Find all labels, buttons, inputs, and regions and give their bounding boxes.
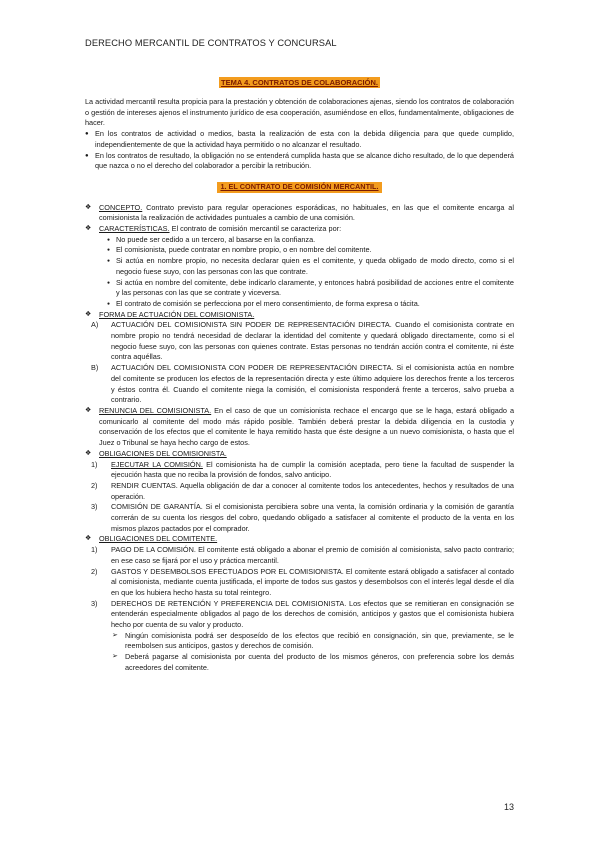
diamond-bullet-icon: ❖: [85, 535, 92, 543]
forma-subitem-text: [111, 320, 514, 363]
obligacion-body: El comisionista ha de cumplir la comisión aceptada, pero tiene la facultad de suspender la ejecución hasta que no reciba la provisión de fondos, salvo anticipo.: [111, 459, 514, 480]
obligacion-body: El comitente está obligado a abonar el premio de comisión al comisionista, salvo pacto contrario; en ese caso se fijará por el uso y práctica mercantil.: [111, 545, 515, 565]
caracteristica-text: No puede ser cedido a un tercero, al basarse en la confianza.: [116, 234, 316, 244]
diamond-bullet-icon: ❖: [85, 406, 92, 414]
obligacion-subitem: [85, 545, 514, 566]
arrow-bullet-icon: ➢: [112, 631, 118, 639]
caracteristica-bullet: [85, 235, 514, 246]
caracteristica-bullet: [85, 256, 514, 277]
title-block: [0, 72, 599, 90]
obligaciones-comisionista-label: OBLIGACIONES DEL COMISIONISTA.: [99, 448, 227, 458]
obligacion-text: [111, 599, 514, 631]
bullet-icon: ●: [107, 300, 111, 307]
caracteristica-text: El contrato de comisión se perfecciona por el mero consentimiento, de forma expresa o tácita.: [116, 298, 420, 308]
concepto-label: CONCEPTO.: [99, 202, 143, 212]
item-number: 3): [91, 502, 98, 512]
caracteristicas-label: CARACTERÍSTICAS.: [99, 224, 170, 234]
obligacion-label: COMISIÓN DE GARANTÍA.: [111, 502, 203, 512]
obligacion-text: [111, 502, 514, 534]
page-number: 13: [503, 802, 514, 812]
item-number: 1): [91, 545, 98, 555]
section-heading: 1. EL CONTRATO DE COMISIÓN MERCANTIL.: [217, 182, 381, 193]
document-body: [85, 97, 514, 674]
obligacion-body: Aquella obligación de dar a conocer al comitente todos los antecedentes, hechos y resultados de una operación.: [111, 480, 514, 501]
obligacion-subitem: [85, 502, 514, 534]
chapter-title: TEMA 4. CONTRATOS DE COLABORACIÓN.: [221, 78, 378, 87]
item-number: 1): [91, 459, 98, 469]
bullet-icon: ●: [107, 258, 111, 265]
obligaciones-comitente-label: OBLIGACIONES DEL COMITENTE.: [99, 534, 218, 544]
obligaciones-comitente-item: [85, 534, 514, 545]
obligacion-text: [111, 481, 514, 502]
item-number: 2): [91, 480, 98, 490]
item-number: 3): [91, 598, 98, 608]
bullet-icon: ●: [107, 247, 111, 254]
obligacion-subitem: [85, 481, 514, 502]
forma-subitem-body: Cuando el comisionista contrate en nombre propio no tendrá necesidad de declarar la identidad del comitente y quedará obligado directamente, como si el negocio fuese suyo, con las personas con quienes contrate. Estas personas no tendrán acción contra el comitente, ni éste contra aquéllas.: [111, 320, 514, 362]
obligacion-text: [111, 460, 514, 481]
forma-subitem-label: ACTUACIÓN DEL COMISIONISTA SIN PODER DE REPRESENTACIÓN DIRECTA.: [111, 320, 392, 330]
obligacion-label: DERECHOS DE RETENCIÓN Y PREFERENCIA DEL COMISIONISTA.: [111, 598, 347, 608]
intro-bullet-text: En los contratos de actividad o medios, basta la realización de esta con la debida diligencia para que quede cumplido, independientemente de que la actividad haya permitido o no alcanzar el resultado.: [95, 129, 514, 149]
caracteristica-text: Si actúa en nombre propio, no necesita declarar quien es el comitente, y queda obligado de modo directo, como si el negocio fuese suyo, con las personas con las que contrate.: [116, 256, 514, 276]
caracteristica-bullet: [85, 299, 514, 310]
obligacion-body: El comitente estará obligado a satisfacer al contado al comisionista, mediante cuenta justificada, el importe de todos sus gastos y desembolsos con el interés legal desde el día en que los hubiera hecho hasta su total reintegro.: [111, 566, 514, 597]
diamond-bullet-icon: ❖: [85, 449, 92, 457]
renuncia-item: [85, 406, 514, 449]
bullet-icon: ●: [107, 236, 111, 243]
renuncia-body: En el caso de que un comisionista rechace el encargo que se le haga, estará obligado a comunicarlo al comitente del modo más rápido posible. También deberá prestar la debida diligencia en la custodia y conservación de los efectos que el comitente le haya remitido hasta que éste designe a un nuevo comisionista, o hasta que el Juez o Tribunal se haya hecho cargo de estos.: [99, 405, 515, 448]
arrow-subitem-text: Ningún comisionista podrá ser desposeído de los efectos que recibió en consignación, sin que, previamente, se le reembolsen sus anticipos, gastos y derechos de comisión.: [125, 630, 514, 651]
caracteristica-text: El comisionista, puede contratar en nombre propio, o en nombre del comitente.: [116, 245, 372, 255]
obligaciones-comisionista-item: [85, 449, 514, 460]
intro-bullet: [85, 129, 514, 150]
renuncia-label: RENUNCIA DEL COMISIONISTA.: [99, 405, 212, 415]
forma-subitem-body: Si el comisionista actúa en nombre del comitente se producen los efectos de la representación directa y este último adquiere los derechos frente a los terceros y éstos contra él. Cuando el comitente niega la comisión, el comisionista responderá frente a terceros, salvo prueba a contrario.: [111, 363, 514, 405]
obligacion-body: Los efectos que se remitieran en consignación se entenderán especialmente obligados al pago de los derechos de comisión, anticipos y gastos que el comisionista hubiera hecho por cuenta de su valor y producto.: [111, 598, 515, 630]
obligacion-subitem: [85, 599, 514, 631]
obligacion-label: GASTOS Y DESEMBOLSOS EFECTUADOS POR EL COMISIONISTA.: [111, 566, 344, 576]
arrow-subitem: [85, 631, 514, 652]
obligacion-text: [111, 567, 514, 599]
item-number: 2): [91, 566, 98, 576]
caracteristica-bullet: [85, 278, 514, 299]
forma-item: [85, 310, 514, 321]
caracteristicas-body: El contrato de comisión mercantil se caracteriza por:: [169, 224, 342, 234]
forma-label: FORMA DE ACTUACIÓN DEL COMISIONISTA.: [99, 309, 255, 319]
item-number: B): [91, 363, 99, 373]
obligacion-label: EJECUTAR LA COMISIÓN.: [111, 459, 203, 469]
arrow-subitem: [85, 652, 514, 673]
caracteristicas-item: [85, 224, 514, 235]
arrow-subitem-text: Deberá pagarse al comisionista por cuenta del producto de los mismos géneros, con preferencia sobre los demás acreedores del comitente.: [125, 652, 514, 672]
running-header: DERECHO MERCANTIL DE CONTRATOS Y CONCURSAL: [85, 38, 337, 48]
diamond-bullet-icon: ❖: [85, 225, 92, 233]
obligacion-label: RENDIR CUENTAS.: [111, 480, 178, 490]
bullet-icon: ●: [107, 279, 111, 286]
obligacion-subitem: [85, 460, 514, 481]
caracteristica-bullet: [85, 245, 514, 256]
item-number: A): [91, 320, 99, 330]
forma-subitem: [85, 320, 514, 363]
forma-subitem: [85, 363, 514, 406]
concepto-body: Contrato previsto para regular operaciones esporádicas, no habituales, en las que el comitente encarga al comisionista la realización de actividades puntuales a cambio de una comisión.: [99, 202, 514, 223]
caracteristica-text: Si actúa en nombre del comitente, debe indicarlo claramente, y entonces habrá posibilidad de acciones entre el comitente y las personas con las que se contrate y viceversa.: [116, 277, 514, 298]
concepto-text: [99, 203, 514, 224]
obligacion-body: Si el comisionista percibiera sobre una venta, la comisión ordinaria y la comisión de garantía correrán de su cuenta los riesgos del cobro, quedando obligado a satisfacer al comitente el producto de la venta en los mismos plazos pactados por el comprador.: [111, 502, 514, 533]
diamond-bullet-icon: ❖: [85, 310, 92, 318]
arrow-bullet-icon: ➢: [112, 653, 118, 661]
renuncia-text: [99, 406, 514, 449]
caracteristicas-text: [99, 224, 514, 235]
concepto-item: [85, 203, 514, 224]
bullet-icon: ●: [85, 152, 89, 159]
intro-bullet: [85, 151, 514, 172]
forma-subitem-text: [111, 363, 514, 406]
bullet-icon: ●: [85, 131, 89, 138]
forma-subitem-label: ACTUACIÓN DEL COMISIONISTA CON PODER DE REPRESENTACIÓN DIRECTA.: [111, 363, 394, 373]
diamond-bullet-icon: ❖: [85, 203, 92, 211]
obligacion-text: [111, 545, 514, 566]
obligacion-label: PAGO DE LA COMISIÓN.: [111, 545, 196, 555]
intro-bullet-text: En los contratos de resultado, la obligación no se entenderá cumplida hasta que se alcance dicho resultado, de lo que dependerá que nazca o no el derecho del colaborador a percibir la retribución.: [95, 150, 514, 171]
obligacion-subitem: [85, 567, 514, 599]
intro-paragraph: La actividad mercantil resulta propicia para la prestación y obtención de colaboraciones ajenas, siendo los contratos de colaboración o gestión de intereses ajenos el instrumento jurídico de esa cooperación, asumiéndose en ellos, fundamentalmente, obligaciones de hacer.: [85, 97, 514, 128]
section-heading-wrap: [85, 182, 514, 193]
